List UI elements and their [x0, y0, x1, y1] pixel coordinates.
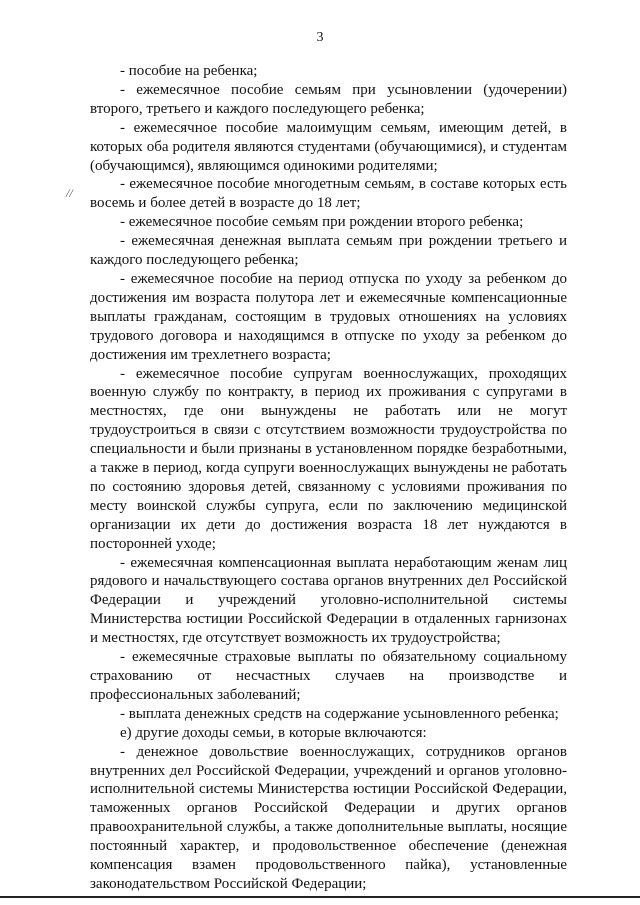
paragraph-military-spouses: - ежемесячное пособие супругам военнослужащих, проходящих военную службу по контракту, в период их проживания с супругами в местностях, где они вынуждены не работать или не могут трудоустроиться в связи с отсутствием возможности трудоустройства по специальности и были признаны в установленном порядке безработными, а также в период, когда супруги военнослужащих вынуждены не работать по состоянию здоровья детей, связанному с условиями проживания по месту воинской службы супруга, если по заключению медицинской организации их дети до достижения возраста 18 лет нуждаются в посторонней уходе;	[90, 365, 567, 552]
document-body	[90, 62, 567, 894]
paragraph-adopted-child-support: - выплата денежных средств на содержание усыновленного ребенка;	[120, 705, 559, 722]
paragraph-large-families: - ежемесячное пособие многодетным семьям, в составе которых есть восемь и более детей в возрасте до 18 лет;	[90, 176, 567, 212]
paragraph-adoption-benefit: - ежемесячное пособие семьям при усыновлении (удочерении) второго, третьего и каждого последующего ребенка;	[90, 81, 567, 117]
paragraph-military-allowance: - денежное довольствие военнослужащих, сотрудников органов внутренних дел Российской Федерации, учреждений и органов уголовно-исполнительной системы Министерства юстиции Российской Федерации, таможенных органов Российской Федерации и других органов правоохранительной службы, а также дополнительные выплаты, носящие постоянный характер, и продовольственное обеспечение (денежная компенсация взамен продовольственного пайка), установленные законодательством Российской Федерации;	[90, 743, 567, 892]
margin-mark: //	[66, 186, 73, 200]
bottom-border	[0, 896, 640, 898]
paragraph-child-benefit: - пособие на ребенка;	[120, 63, 258, 79]
paragraph-third-child: - ежемесячная денежная выплата семьям при рождении третьего и каждого последующего ребенка;	[90, 233, 567, 269]
paragraph-second-child: - ежемесячное пособие семьям при рождении второго ребенка;	[120, 214, 524, 231]
paragraph-parental-leave: - ежемесячное пособие на период отпуска по уходу за ребенком до достижения им возраста полутора лет и ежемесячные компенсационные выплаты гражданам, состоящим в трудовых отношениях на условиях трудового договора и находящимся в отпуске по уходу за ребенком до достижения им трехлетнего возраста;	[90, 270, 567, 363]
paragraph-insurance-payments: - ежемесячные страховые выплаты по обязательному социальному страхованию от несчастных случаев на производстве и профессиональных заболеваний;	[90, 649, 567, 703]
paragraph-other-income-heading: е) другие доходы семьи, в которые включаются:	[120, 724, 427, 741]
page-number: 3	[316, 30, 324, 45]
paragraph-compensation-wives: - ежемесячная компенсационная выплата неработающим женам лиц рядового и начальствующего состава органов внутренних дел Российской Федерации и учреждений уголовно-исполнительной системы Министерства юстиции Российской Федерации в отдаленных гарнизонах и местностях, где отсутствует возможность их трудоустройства;	[90, 554, 567, 647]
paragraph-low-income-student-families: - ежемесячное пособие малоимущим семьям, имеющим детей, в которых оба родителя являются студентами (обучающимися), и студентам (обучающимся), являющимся одинокими родителями;	[90, 119, 567, 174]
